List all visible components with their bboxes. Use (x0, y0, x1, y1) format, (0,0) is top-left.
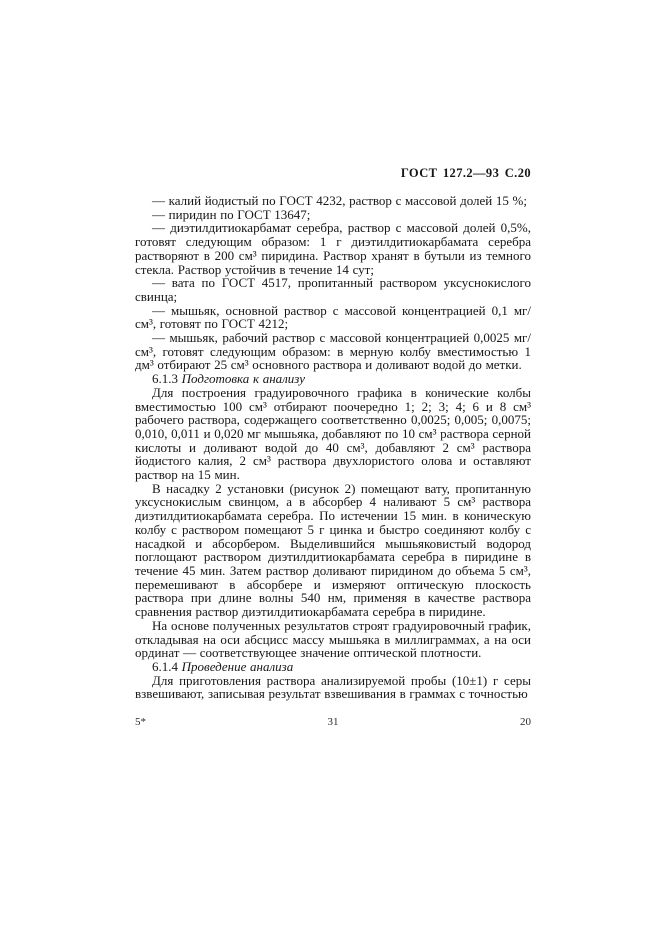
footer-center-number: 31 (327, 716, 339, 728)
document-body (135, 194, 531, 701)
document-header: ГОСТ 127.2—93 С.20 (400, 166, 531, 180)
section-number: 6.1.3 (152, 371, 182, 387)
paragraph: — вата по ГОСТ 4517, пропитанный раствором уксуснокислого свинца; (135, 275, 531, 304)
paragraph: — калий йодистый по ГОСТ 4232, раствор с массовой долей 15 %; (152, 193, 528, 208)
paragraph: На основе полученных результатов строят градуировочный график, откладывая на оси абсцисс массу мышьяка в миллиграммах, а на оси ординат — соответствующее значение оптической плотности. (135, 617, 531, 661)
section-heading (135, 660, 531, 674)
section-heading (135, 372, 531, 386)
paragraph: Для построения градуировочного графика в конические колбы вместимостью 100 см³ отбирают поочередно 1; 2; 3; 4; 6 и 8 см³ рабочего раствора, содержащего соответственно 0,0025; 0,005; 0,0075; 0,010, 0,011 и 0,020 мг мышьяка, добавляют по 10 см³ раствора серной кислоты и доливают водой до 40 см³, добавляют 2 см³ раствора йодистого калия, 2 см³ раствора двухлористого олова и оставляют раствор на 15 мин. (135, 384, 531, 483)
paragraph: Для приготовления раствора анализируемой пробы (10±1) г серы взвешивают, записывая результат взвешивания в граммах с точностью (135, 672, 531, 702)
paragraph: В насадку 2 установки (рисунок 2) помещают вату, пропитанную уксуснокислым свинцом, а в абсорбер 4 наливают 5 см³ раствора диэтилдитиокарбамата серебра. По истечении 15 мин. в коническую колбу с раствором помещают 5 г цинка и быстро соединяют колбу с насадкой и абсорбером. Выделившийся мышьяковистый водород поглощают раствором диэтилдитиокарбамата серебра в пиридине в течение 45 мин. Затем раствор доливают пиридином до объема 5 см³, перемешивают в абсорбере и измеряют оптическую плоскость раствора при длине волны 540 нм, применяя в качестве раствора сравнения раствор диэтилдитиокарбамата серебра в пиридине. (135, 480, 531, 620)
paragraph: — диэтилдитиокарбамат серебра, раствор с массовой долей 0,5%, готовят следующим образом: 1 г диэтилдитиокарбамата серебра растворяют в 200 см³ пиридина. Раствор хранят в бутыли из темного стекла. Раствор устойчив в течение 14 сут; (135, 220, 531, 277)
footer-left-mark: 5* (135, 716, 146, 728)
footer-right-number: 20 (520, 716, 531, 728)
paragraph: — пиридин по ГОСТ 13647; (152, 206, 311, 222)
section-title: Подготовка к анализу (181, 371, 306, 387)
page-footer (135, 716, 531, 728)
section-number: 6.1.4 (152, 658, 182, 674)
paragraph: — мышьяк, основной раствор с массовой концентрацией 0,1 мг/см³, готовят по ГОСТ 4212; (135, 302, 531, 332)
document-page (135, 166, 531, 701)
section-title: Проведение анализа (181, 658, 294, 674)
paragraph: — мышьяк, рабочий раствор с массовой концентрацией 0,0025 мг/см³, готовят следующим образом: в мерную колбу вместимостью 1 дм³ отбирают 25 см³ основного раствора и доливают водой до метки. (135, 330, 531, 373)
